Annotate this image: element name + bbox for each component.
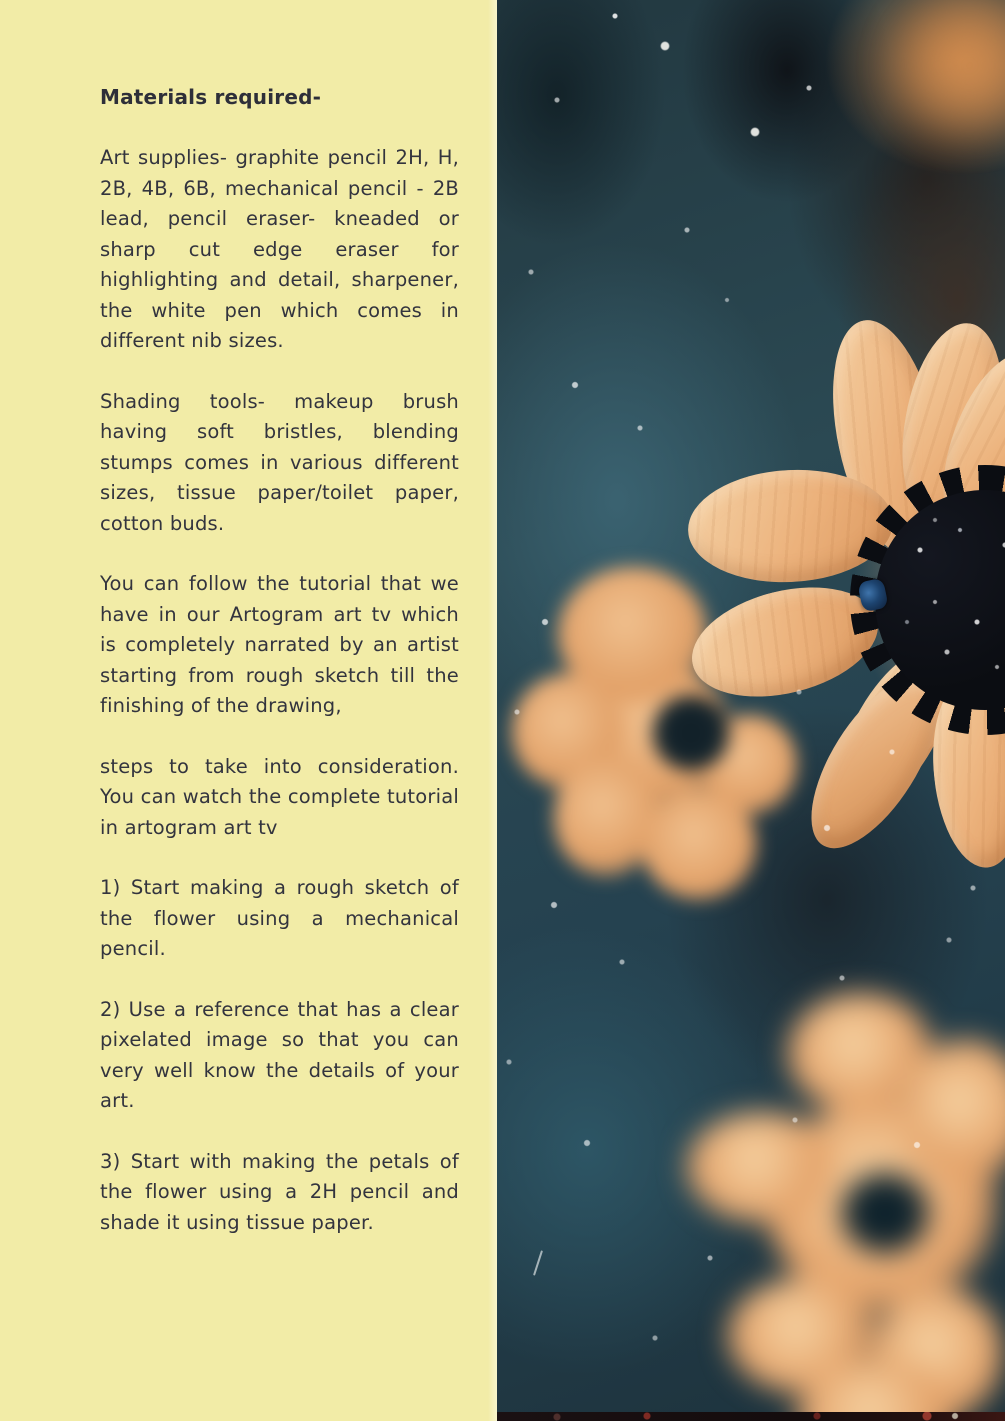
article-paragraph-steps: steps to take into consideration. You can watch the complete tutorial in artogram art tv [100, 754, 459, 839]
article-body [100, 143, 459, 1238]
article-paragraph-materials: Art supplies- graphite pencil 2H, H, 2B, 4B, 6B, mechanical pencil - 2B lead, pencil eraser- kneaded or sharp cut edge eraser for highlighting and detail, sharpener, the white pen which comes in different nib sizes. [100, 146, 459, 352]
article-paragraph-step-1: 1) Start making a rough sketch of the flower using a mechanical pencil. [100, 876, 459, 960]
article-heading: Materials required- [100, 85, 322, 109]
article-paragraph-tutorial: You can follow the tutorial that we have in our Artogram art tv which is completely narrated by an artist starting from rough sketch till the finishing of the drawing, [100, 572, 459, 717]
panel-edge-highlight [488, 0, 497, 1421]
article-paragraph-step-2: 2) Use a reference that has a clear pixelated image so that you can very well know the details of your art. [100, 997, 459, 1112]
article-paragraph-step-3: 3) Start with making the petals of the flower using a 2H pencil and shade it using tissue paper. [100, 1149, 459, 1234]
flower-photo [497, 0, 1005, 1421]
dust-speckles [497, 0, 1005, 1421]
text-panel [0, 0, 497, 1421]
article-paragraph-shading-tools: Shading tools- makeup brush having soft bristles, blending stumps comes in various different sizes, tissue paper/toilet paper, cotton buds. [100, 389, 459, 535]
film-strip [497, 1412, 1005, 1421]
